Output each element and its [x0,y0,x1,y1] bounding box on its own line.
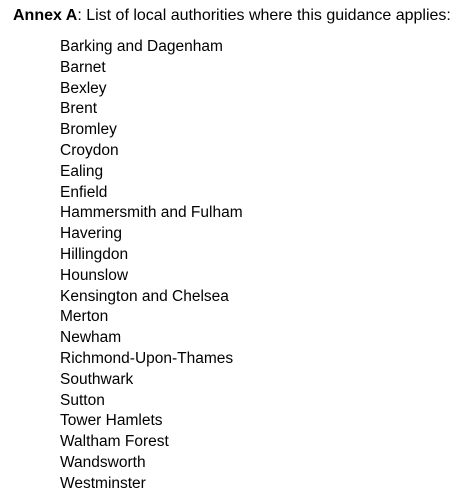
authority-item: Havering [60,225,123,243]
authority-item: Barnet [60,58,106,76]
authority-item: Southwark [60,370,134,388]
authority-item: Bromley [60,121,117,139]
authority-item: Hounslow [60,266,129,284]
authority-item: Ealing [60,162,104,180]
authority-item: Kensington and Chelsea [60,287,229,305]
authority-item: Croydon [60,141,119,159]
authority-item: Bexley [60,79,107,97]
authority-item: Barking and Dagenham [60,38,223,55]
authority-item: Hammersmith and Fulham [60,204,243,222]
authority-item: Sutton [60,391,105,409]
authority-item: Brent [60,100,98,118]
authority-item: Enfield [60,183,108,201]
annex-heading [13,6,451,26]
authority-item: Wandsworth [60,453,146,471]
authority-item: Tower Hamlets [60,412,163,430]
authority-list [60,37,243,495]
authority-item: Hillingdon [60,245,129,263]
authority-item: Merton [60,308,109,326]
authority-item: Westminster [60,474,146,492]
authority-item: Newham [60,329,122,347]
annex-heading-text: : List of local authorities where this guidance applies: [77,7,451,24]
authority-item: Richmond-Upon-Thames [60,349,234,367]
annex-label: Annex A [13,7,78,24]
authority-item: Waltham Forest [60,433,169,451]
